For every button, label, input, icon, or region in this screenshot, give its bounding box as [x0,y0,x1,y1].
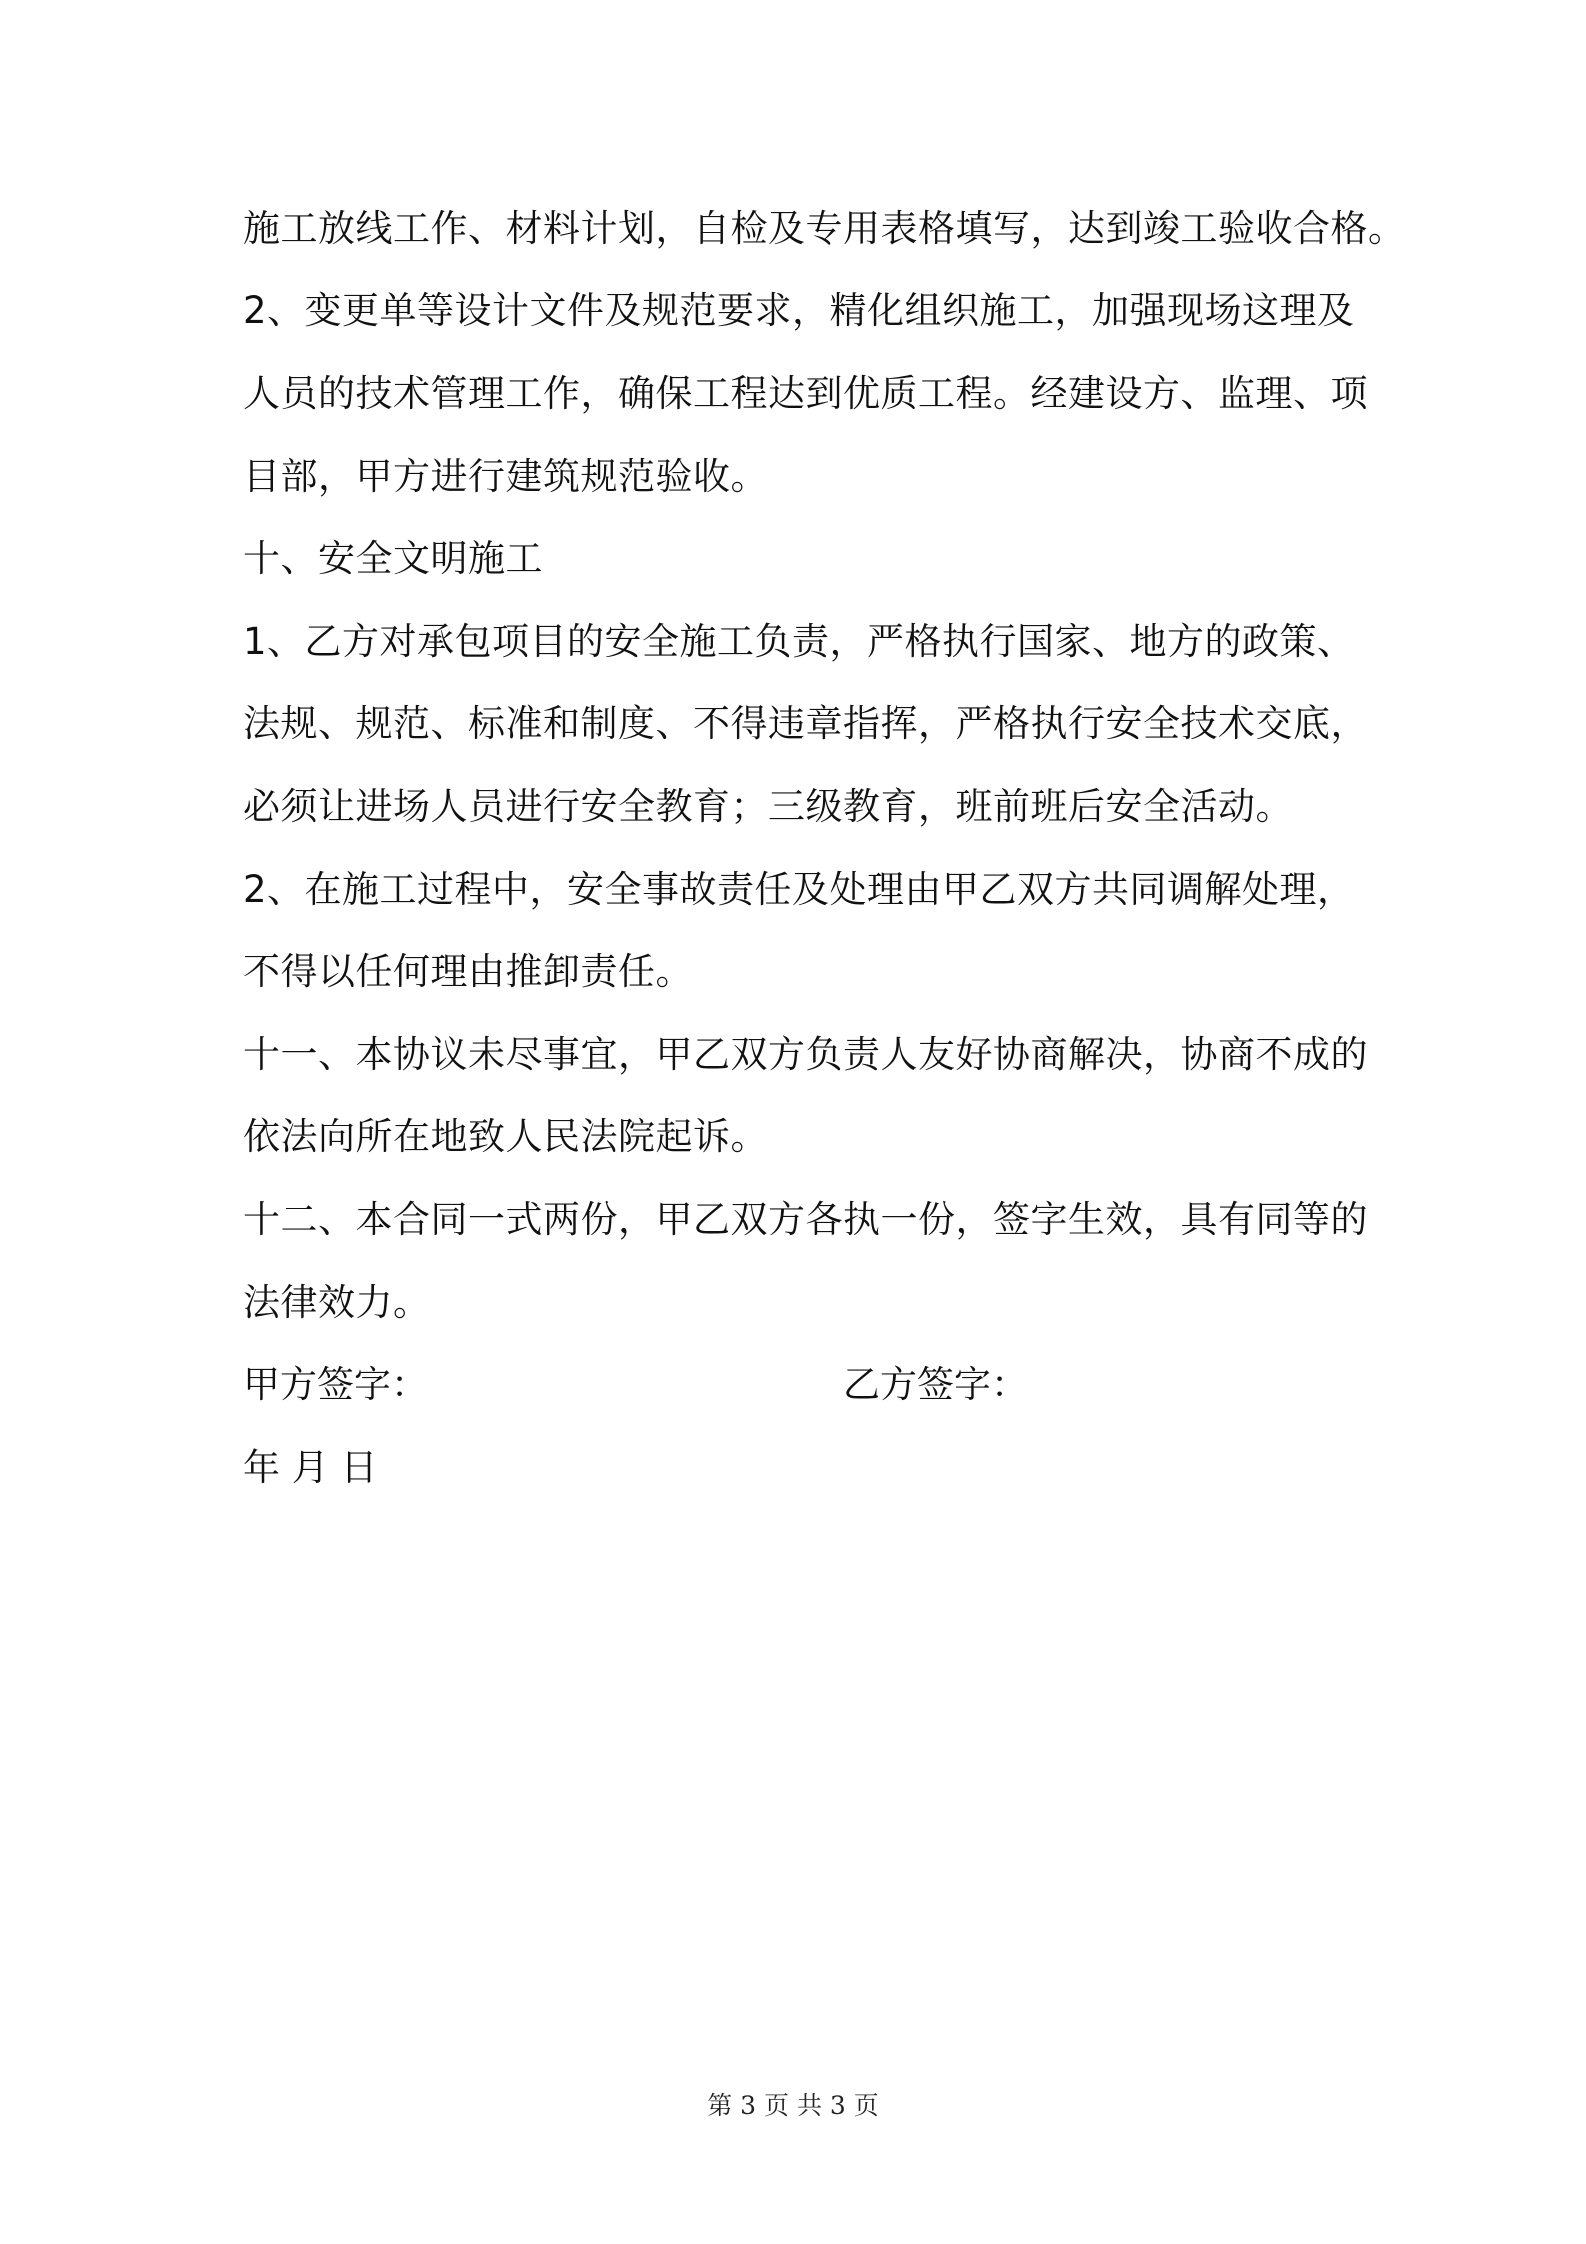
party-b-signature-label: 乙方签字： [843,1363,1028,1406]
body-text-line: 法律效力。 [243,1281,431,1324]
body-text-line: 必须让进场人员进行安全教育；三级教育，班前班后安全活动。 [243,785,1293,828]
body-text-line: 十二、本合同一式两份，甲乙双方各执一份，签字生效，具有同等的 [243,1198,1368,1241]
body-text-line: 十一、本协议未尽事宜，甲乙双方负责人友好协商解决，协商不成的 [243,1033,1368,1076]
party-a-signature-label: 甲方签字： [243,1363,428,1406]
section-heading: 十、安全文明施工 [243,537,543,580]
body-text-line: 法规、规范、标准和制度、不得违章指挥，严格执行安全技术交底， [243,702,1368,745]
body-text-line: 目部，甲方进行建筑规范验收。 [243,455,768,498]
body-text-line: 1、乙方对承包项目的安全施工负责，严格执行国家、地方的政策、 [243,620,1355,663]
page-footer: 第 3 页 共 3 页 [707,2091,879,2120]
body-text-line: 2、变更单等设计文件及规范要求，精化组织施工，加强现场这理及 [243,289,1355,332]
body-text-line: 2、在施工过程中，安全事故责任及处理由甲乙双方共同调解处理， [243,868,1355,911]
body-text-line: 人员的技术管理工作，确保工程达到优质工程。经建设方、监理、项 [243,372,1368,415]
body-text-line: 依法向所在地致人民法院起诉。 [243,1115,768,1158]
body-text-line: 施工放线工作、材料计划，自检及专用表格填写，达到竣工验收合格。 [243,207,1406,250]
body-text-line: 不得以任何理由推卸责任。 [243,950,693,993]
date-line: 年 月 日 [243,1446,378,1489]
